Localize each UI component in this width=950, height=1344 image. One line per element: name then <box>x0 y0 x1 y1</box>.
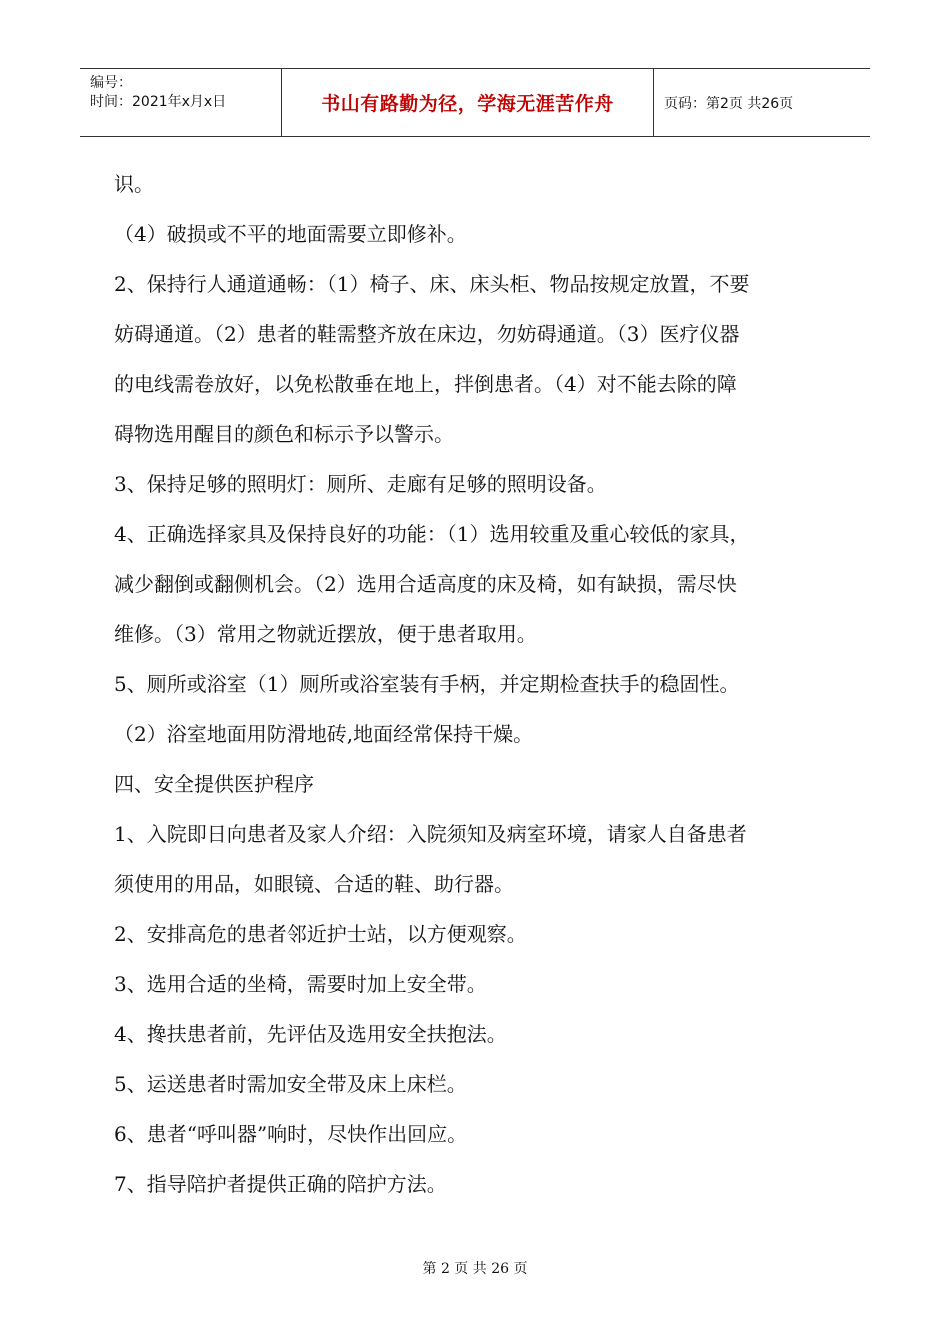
header-page-cell <box>654 69 870 136</box>
body-line: 识。 <box>114 172 154 196</box>
body-line: 4、搀扶患者前，先评估及选用安全扶抱法。 <box>114 1022 507 1046</box>
body-line: 2、保持行人通道通畅：（1）椅子、床、床头柜、物品按规定放置，不要 <box>114 272 750 296</box>
body-line: 妨碍通道。（2）患者的鞋需整齐放在床边，勿妨碍通道。（3）医疗仪器 <box>114 322 740 346</box>
header-page-info: 页码：第2页 共26页 <box>664 95 794 112</box>
header-motto: 书山有路勤为径，学海无涯苦作舟 <box>321 93 614 115</box>
body-line: 5、运送患者时需加安全带及床上床栏。 <box>114 1072 467 1096</box>
section-heading: 四、安全提供医护程序 <box>114 772 314 796</box>
header-motto-cell <box>282 69 654 136</box>
body-line: 2、安排高危的患者邻近护士站，以方便观察。 <box>114 922 527 946</box>
body-line: 1、入院即日向患者及家人介绍：入院须知及病室环境，请家人自备患者 <box>114 822 747 846</box>
header-date-label: 时间：2021年x月x日 <box>90 94 227 110</box>
body-line: 5、厕所或浴室（1）厕所或浴室装有手柄，并定期检查扶手的稳固性。 <box>114 672 740 696</box>
header-number-label: 编号： <box>90 75 132 91</box>
body-line: 3、选用合适的坐椅，需要时加上安全带。 <box>114 972 487 996</box>
body-line: 6、患者“呼叫器”响时，尽快作出回应。 <box>114 1122 468 1146</box>
body-line: 减少翻倒或翻侧机会。（2）选用合适高度的床及椅，如有缺损，需尽快 <box>114 572 737 596</box>
page-footer: 第 2 页 共 26 页 <box>422 1261 528 1277</box>
body-line: 须使用的用品，如眼镜、合适的鞋、助行器。 <box>114 872 514 896</box>
body-line: 7、指导陪护者提供正确的陪护方法。 <box>114 1172 447 1196</box>
body-line: （2）浴室地面用防滑地砖,地面经常保持干燥。 <box>114 722 534 746</box>
body-line: 的电线需卷放好，以免松散垂在地上，拌倒患者。（4）对不能去除的障 <box>114 372 737 396</box>
body-line: （4）破损或不平的地面需要立即修补。 <box>114 222 467 246</box>
body-line: 维修。（3）常用之物就近摆放，便于患者取用。 <box>114 622 537 646</box>
body-line: 碍物选用醒目的颜色和标示予以警示。 <box>114 422 454 446</box>
body-line: 3、保持足够的照明灯：厕所、走廊有足够的照明设备。 <box>114 472 607 496</box>
page-header <box>80 68 870 137</box>
body-line: 4、正确选择家具及保持良好的功能：（1）选用较重及重心较低的家具， <box>114 522 750 546</box>
header-meta-cell <box>80 69 282 136</box>
